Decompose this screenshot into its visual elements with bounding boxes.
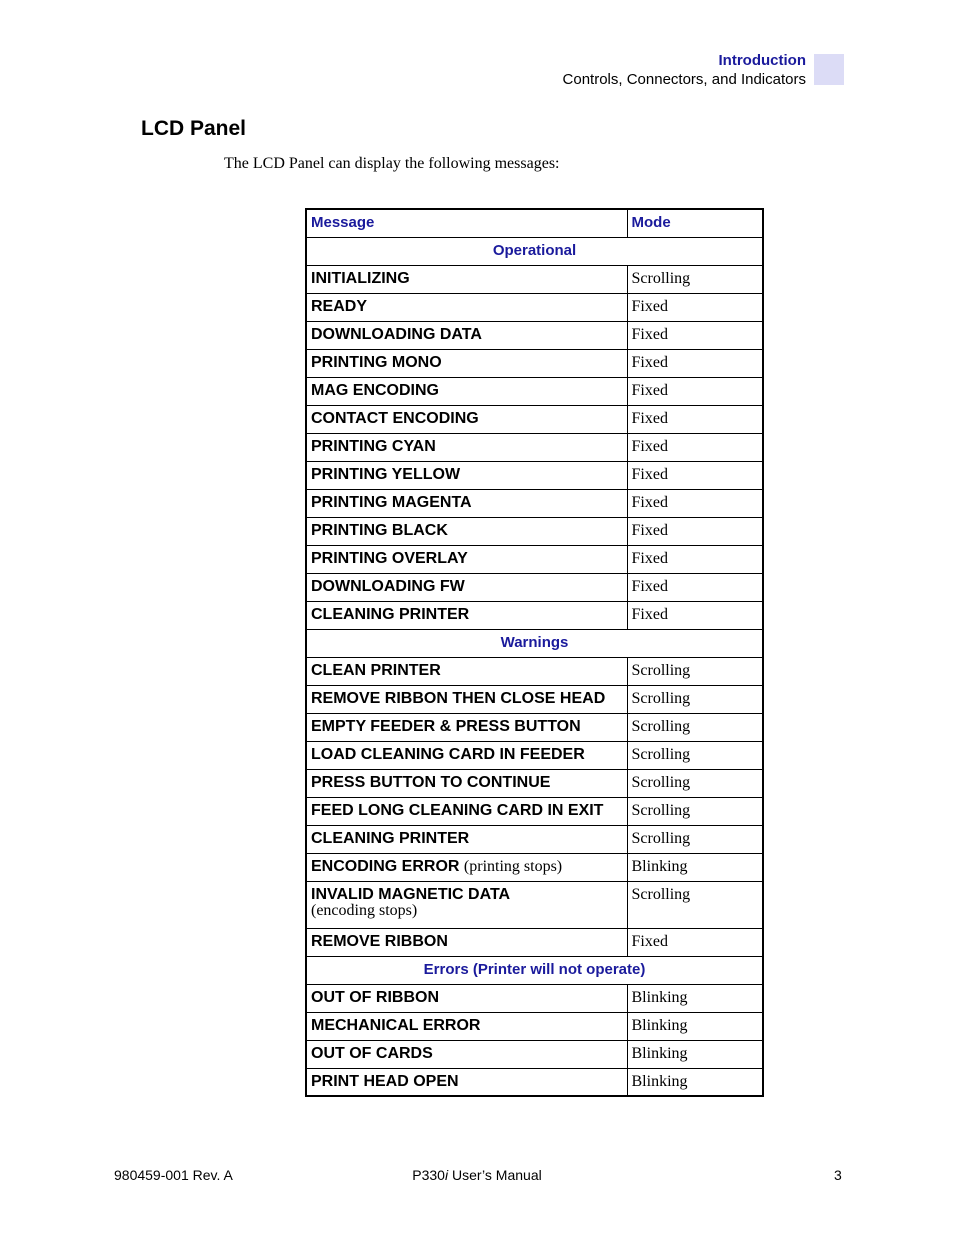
section-heading: Warnings [306, 629, 763, 657]
table-row [306, 797, 763, 825]
page-title: LCD Panel [141, 117, 247, 140]
message-cell [306, 1040, 627, 1068]
table-row [306, 713, 763, 741]
mode-cell: Scrolling [627, 825, 763, 853]
message-note: (encoding stops) [311, 901, 418, 919]
section-heading: Operational [306, 237, 763, 265]
mode-cell: Fixed [627, 321, 763, 349]
message-text: MECHANICAL ERROR [311, 1016, 481, 1034]
message-cell [306, 601, 627, 629]
message-cell [306, 741, 627, 769]
message-cell [306, 713, 627, 741]
mode-cell: Blinking [627, 984, 763, 1012]
message-cell [306, 1068, 627, 1096]
table-row [306, 461, 763, 489]
footer-doc-number: 980459-001 Rev. A [114, 1167, 233, 1183]
mode-cell: Scrolling [627, 881, 763, 928]
table-header-row [306, 209, 763, 237]
message-text: PRINTING BLACK [311, 521, 448, 539]
message-text: PRINTING OVERLAY [311, 549, 468, 567]
message-text: DOWNLOADING FW [311, 577, 465, 595]
message-cell [306, 928, 627, 956]
mode-cell: Fixed [627, 293, 763, 321]
table-row [306, 1068, 763, 1096]
message-cell [306, 984, 627, 1012]
message-text: REMOVE RIBBON THEN CLOSE HEAD [311, 689, 606, 707]
mode-cell: Fixed [627, 433, 763, 461]
message-text: PRINTING CYAN [311, 437, 436, 455]
message-text: CLEANING PRINTER [311, 829, 470, 847]
table-row [306, 825, 763, 853]
message-text: FEED LONG CLEANING CARD IN EXIT [311, 801, 604, 819]
header-section-title: Introduction [718, 52, 806, 69]
table-row [306, 769, 763, 797]
mode-cell: Fixed [627, 461, 763, 489]
table-row [306, 601, 763, 629]
mode-cell: Scrolling [627, 797, 763, 825]
mode-cell: Fixed [627, 545, 763, 573]
message-note: (printing stops) [463, 857, 563, 875]
mode-cell: Fixed [627, 601, 763, 629]
section-row [306, 629, 763, 657]
mode-cell: Blinking [627, 1012, 763, 1040]
message-cell [306, 853, 627, 881]
mode-cell: Scrolling [627, 265, 763, 293]
message-text: LOAD CLEANING CARD IN FEEDER [311, 745, 585, 763]
message-text: PRINTING MONO [311, 353, 442, 371]
message-text: INITIALIZING [311, 269, 410, 287]
footer-manual-title [0, 1167, 954, 1183]
mode-cell: Fixed [627, 377, 763, 405]
message-cell [306, 265, 627, 293]
message-text: DOWNLOADING DATA [311, 325, 482, 343]
message-text: MAG ENCODING [311, 381, 439, 399]
message-cell [306, 685, 627, 713]
mode-cell: Scrolling [627, 741, 763, 769]
table-row [306, 405, 763, 433]
message-cell [306, 433, 627, 461]
table-row [306, 293, 763, 321]
message-text: CLEAN PRINTER [311, 661, 441, 679]
message-cell [306, 349, 627, 377]
table-row [306, 489, 763, 517]
lcd-messages-table [305, 208, 764, 1097]
table-row [306, 349, 763, 377]
mode-cell: Fixed [627, 517, 763, 545]
mode-cell: Blinking [627, 853, 763, 881]
mode-cell: Fixed [627, 349, 763, 377]
message-cell [306, 321, 627, 349]
message-text: REMOVE RIBBON [311, 932, 448, 950]
message-cell [306, 881, 627, 928]
table-row [306, 1040, 763, 1068]
table-body [306, 237, 763, 1096]
table-row [306, 881, 763, 928]
message-text: PRINT HEAD OPEN [311, 1072, 459, 1090]
message-text: PRINTING YELLOW [311, 465, 461, 483]
table-row [306, 657, 763, 685]
header-subsection-title: Controls, Connectors, and Indicators [562, 71, 806, 88]
column-header-mode: Mode [627, 209, 763, 237]
table-row [306, 1012, 763, 1040]
message-cell [306, 797, 627, 825]
message-text: ENCODING ERROR [311, 857, 460, 875]
table-row [306, 853, 763, 881]
message-text: CONTACT ENCODING [311, 409, 479, 427]
table-row [306, 984, 763, 1012]
mode-cell: Fixed [627, 405, 763, 433]
footer-title-italic: i [444, 1167, 449, 1183]
message-text: PRINTING MAGENTA [311, 493, 472, 511]
message-cell [306, 769, 627, 797]
message-text: OUT OF CARDS [311, 1044, 433, 1062]
table-row [306, 517, 763, 545]
mode-cell: Fixed [627, 928, 763, 956]
message-cell [306, 657, 627, 685]
column-header-message: Message [306, 209, 627, 237]
message-cell [306, 573, 627, 601]
mode-cell: Scrolling [627, 769, 763, 797]
message-cell [306, 1012, 627, 1040]
message-text: CLEANING PRINTER [311, 605, 470, 623]
message-cell [306, 293, 627, 321]
message-cell [306, 461, 627, 489]
message-text: EMPTY FEEDER & PRESS BUTTON [311, 717, 581, 735]
section-row [306, 956, 763, 984]
table-row [306, 377, 763, 405]
message-cell [306, 825, 627, 853]
table-row [306, 741, 763, 769]
section-row [306, 237, 763, 265]
message-cell [306, 405, 627, 433]
table-row [306, 433, 763, 461]
table-row [306, 928, 763, 956]
message-cell [306, 377, 627, 405]
footer-title-prefix: P330 [412, 1167, 445, 1183]
mode-cell: Blinking [627, 1068, 763, 1096]
message-text: OUT OF RIBBON [311, 988, 439, 1006]
table-row [306, 685, 763, 713]
section-heading: Errors (Printer will not operate) [306, 956, 763, 984]
mode-cell: Fixed [627, 489, 763, 517]
intro-text: The LCD Panel can display the following messages: [224, 155, 560, 172]
message-cell [306, 489, 627, 517]
table-row [306, 321, 763, 349]
mode-cell: Scrolling [627, 685, 763, 713]
mode-cell: Scrolling [627, 713, 763, 741]
footer-title-suffix: User’s Manual [448, 1167, 542, 1183]
table-row [306, 265, 763, 293]
table-row [306, 573, 763, 601]
message-text: PRESS BUTTON TO CONTINUE [311, 773, 551, 791]
message-text: INVALID MAGNETIC DATA [311, 885, 511, 903]
header-tab-marker [814, 54, 844, 85]
message-cell [306, 517, 627, 545]
table-row [306, 545, 763, 573]
mode-cell: Blinking [627, 1040, 763, 1068]
message-text: READY [311, 297, 368, 315]
message-cell [306, 545, 627, 573]
mode-cell: Fixed [627, 573, 763, 601]
footer-page-number: 3 [834, 1167, 842, 1183]
mode-cell: Scrolling [627, 657, 763, 685]
